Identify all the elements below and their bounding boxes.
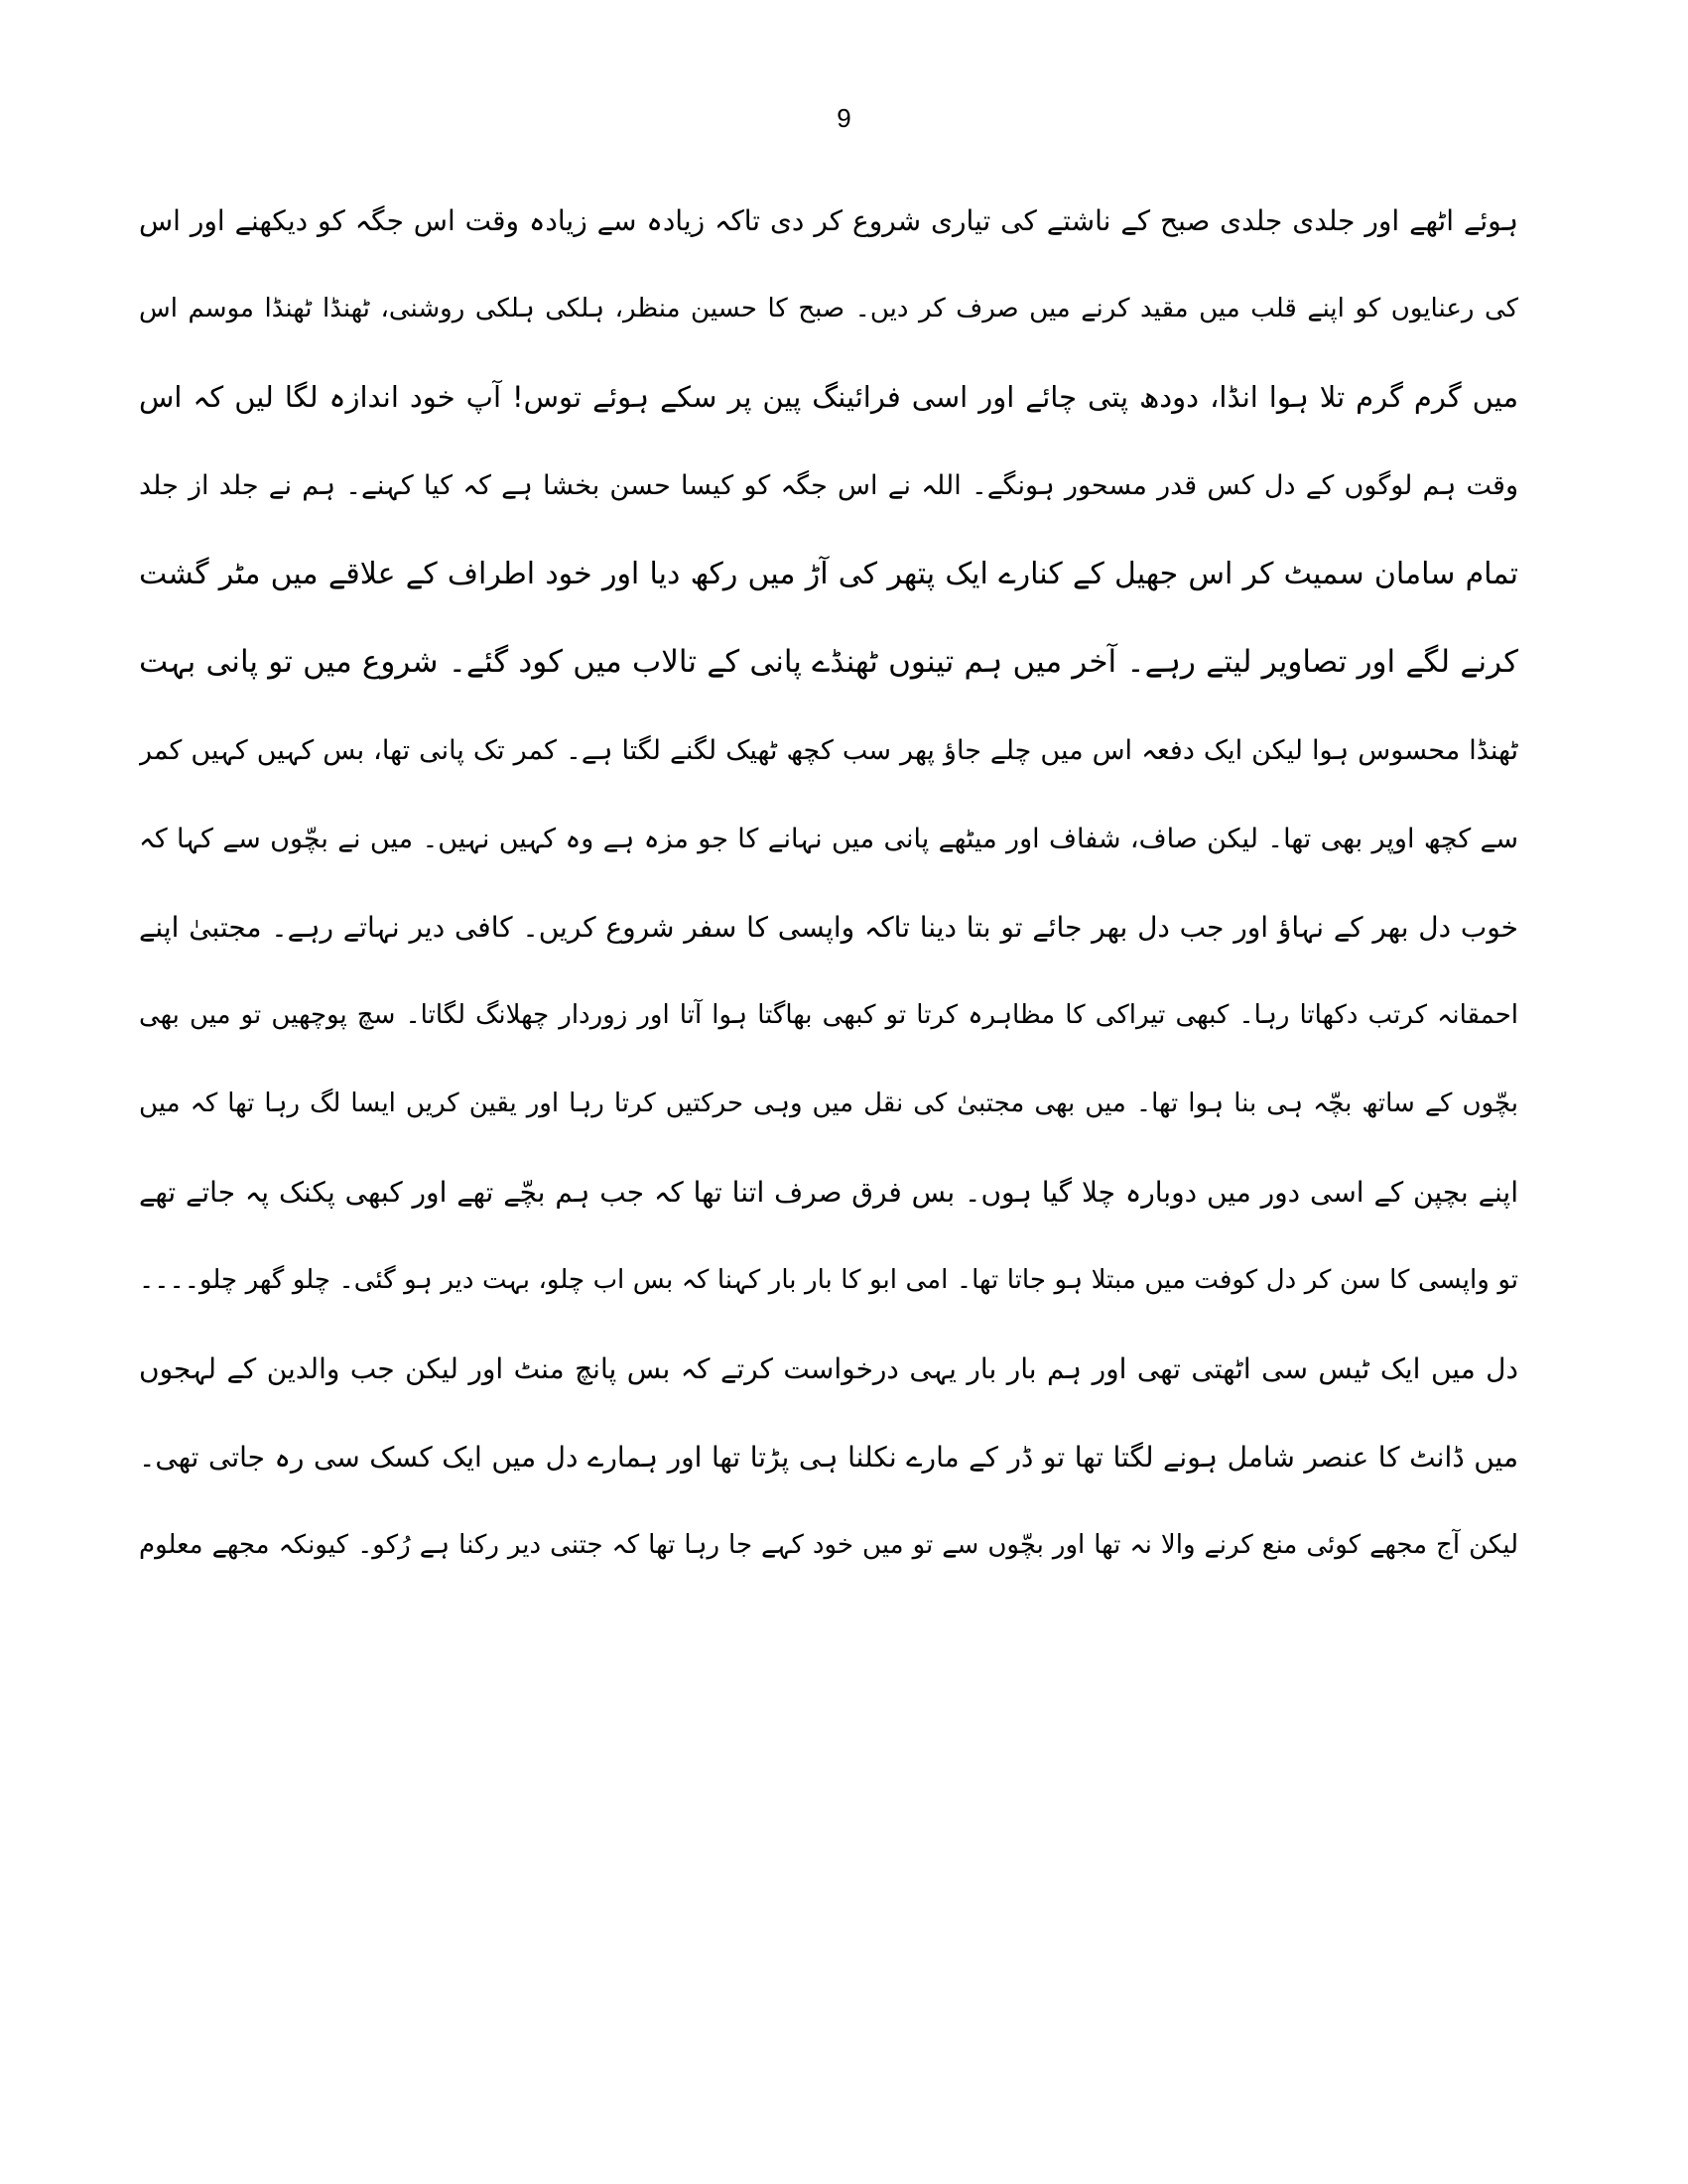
- text-line: لیکن آج مجھے کوئی منع کرنے والا نہ تھا اور بچّوں سے تو میں خود کہے جا رہا تھا کہ جتنی دیر رکنا ہے رُکو۔ کیونکہ مجھے معلوم: [139, 1530, 1518, 1560]
- text-line: وقت ہم لوگوں کے دل کس قدر مسحور ہونگے۔ اللہ نے اس جگہ کو کیسا حسن بخشا ہے کہ کیا کہنے۔ ہم نے جلد از جلد: [139, 470, 1518, 501]
- text-line: سے کچھ اوپر بھی تھا۔ لیکن صاف، شفاف اور میٹھے پانی میں نہانے کا جو مزہ ہے وہ کہیں نہیں۔ میں نے بچّوں سے کہا کہ: [139, 824, 1518, 854]
- text-line: بچّوں کے ساتھ بچّہ ہی بنا ہوا تھا۔ میں بھی مجتبیٰ کی نقل میں وہی حرکتیں کرتا رہا اور یقین کریں ایسا لگ رہا تھا کہ میں: [139, 1089, 1518, 1118]
- text-line: ہوئے اٹھے اور جلدی جلدی صبح کے ناشتے کی تیاری شروع کر دی تاکہ زیادہ سے زیادہ وقت اس جگہ کو دیکھنے اور اس: [139, 204, 1518, 237]
- text-line: خوب دل بھر کے نہاؤ اور جب دل بھر جائے تو بتا دینا تاکہ واپسی کا سفر شروع کریں۔ کافی دیر نہاتے رہے۔ مجتبیٰ اپنے: [139, 911, 1518, 944]
- text-line: کرنے لگے اور تصاویر لیتے رہے۔ آخر میں ہم تینوں ٹھنڈے پانی کے تالاب میں کود گئے۔ شروع میں تو پانی بہت: [139, 644, 1518, 680]
- text-line: تو واپسی کا سن کر دل کوفت میں مبتلا ہو جاتا تھا۔ امی ابو کا بار بار کہنا کہ بس اب چلو، بہت دیر ہو گئی۔ چلو گھر چلو۔۔۔۔: [139, 1265, 1518, 1295]
- text-line: میں ڈانٹ کا عنصر شامل ہونے لگتا تھا تو ڈر کے مارے نکلنا ہی پڑتا تھا اور ہمارے دل میں ایک کسک سی رہ جاتی تھی۔: [139, 1441, 1518, 1474]
- page-number: 9: [837, 103, 851, 133]
- text-line: کی رعنایوں کو اپنے قلب میں مقید کرنے میں صرف کر دیں۔ صبح کا حسین منظر، ہلکی ہلکی روشنی، ٹھنڈا ٹھنڈا موسم اس: [139, 294, 1518, 323]
- text-line: تمام سامان سمیٹ کر اس جھیل کے کنارے ایک پتھر کی آڑ میں رکھ دیا اور خود اطراف کے علاقے میں مٹر گشت: [139, 557, 1518, 591]
- text-line: احمقانہ کرتب دکھاتا رہا۔ کبھی تیراکی کا مظاہرہ کرتا تو کبھی بھاگتا ہوا آتا اور زوردار چھلانگ لگاتا۔ سچ پوچھیں تو میں بھی: [139, 1000, 1518, 1030]
- body-text: [139, 177, 1518, 1590]
- text-line: ٹھنڈا محسوس ہوا لیکن ایک دفعہ اس میں چلے جاؤ پھر سب کچھ ٹھیک لگنے لگتا ہے۔ کمر تک پانی تھا، بس کہیں کہیں کمر: [139, 735, 1518, 766]
- text-line: میں گرم گرم تلا ہوا انڈا، دودھ پتی چائے اور اسی فرائینگ پین پر سکے ہوئے توس! آپ خود اندازہ لگا لیں کہ اس: [139, 380, 1518, 414]
- text-line: اپنے بچپن کے اسی دور میں دوبارہ چلا گیا ہوں۔ بس فرق صرف اتنا تھا کہ جب ہم بچّے تھے اور کبھی پکنک پہ جاتے تھے: [139, 1176, 1518, 1209]
- text-line: دل میں ایک ٹیس سی اٹھتی تھی اور ہم بار بار یہی درخواست کرتے کہ بس پانچ منٹ اور لیکن جب والدین کے لہجوں: [139, 1352, 1518, 1385]
